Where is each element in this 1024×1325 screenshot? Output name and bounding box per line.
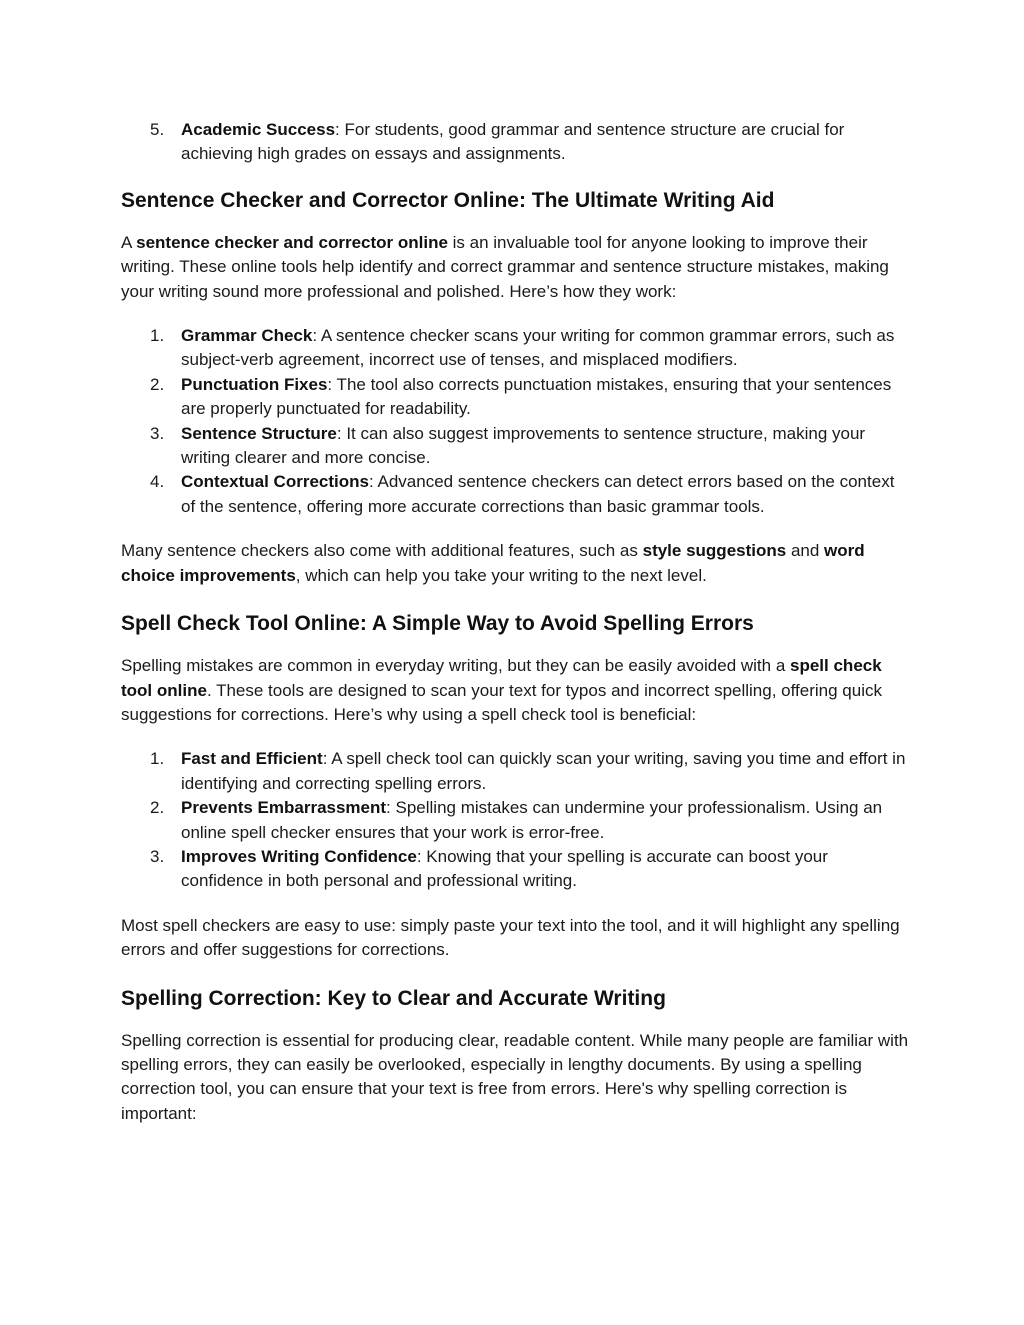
list-item-text: : A sentence checker scans your writing for common grammar errors, such as subject-verb agreement, incorrect use of tenses, and misplaced modifiers. (181, 326, 895, 370)
list-item-text: : Knowing that your spelling is accurate can boost your confidence in both personal and professional writing. (181, 846, 828, 891)
outro-bold-term: word choice improvements (121, 541, 865, 585)
list-item (121, 118, 911, 167)
section-intro-paragraph (121, 654, 911, 727)
list-item (121, 422, 911, 471)
outro-text: and (786, 541, 825, 561)
section-heading: Sentence Checker and Corrector Online: The Ultimate Writing Aid (121, 188, 775, 212)
list-item-term: Academic Success (181, 120, 336, 139)
section2-list (121, 747, 911, 893)
list-item-number: 4. (150, 472, 165, 492)
intro-text: . These tools are designed to scan your text for typos and incorrect spelling, offering quick suggestions for corrections. Here’s why using a spell check tool is beneficial: (121, 680, 882, 724)
section-intro-paragraph (121, 231, 911, 304)
intro-text: Spelling mistakes are common in everyday writing, but they can be easily avoided with a (121, 656, 791, 676)
section-intro-paragraph: Spelling correction is essential for producing clear, readable content. While many people are familiar with spelling errors, they can easily be overlooked, especially in lengthy documents. By using a spelling correction tool, you can ensure that your text is free from errors. Here's why spelling correction is important: (121, 1030, 909, 1123)
section-heading: Spelling Correction: Key to Clear and Accurate Writing (121, 986, 666, 1010)
document-page (121, 118, 911, 1126)
list-item-term: Contextual Corrections (181, 472, 369, 492)
list-item (121, 845, 911, 894)
list-item-term: Improves Writing Confidence (181, 846, 417, 866)
list-item (121, 747, 911, 796)
section-outro-paragraph (121, 539, 911, 588)
list-item-text: : The tool also corrects punctuation mistakes, ensuring that your sentences are properly punctuated for readability. (181, 374, 892, 419)
list-item-number: 1. (150, 749, 165, 769)
list-item-term: Sentence Structure (181, 423, 337, 443)
list-item-number: 3. (150, 846, 165, 866)
list-item (121, 373, 911, 422)
intro-text: A (121, 232, 137, 252)
list-item (121, 796, 911, 845)
top-list (121, 118, 911, 167)
list-item-text: : A spell check tool can quickly scan your writing, saving you time and effort in identifying and correcting spelling errors. (181, 749, 906, 793)
list-item-number: 2. (150, 798, 165, 818)
list-item-text: : For students, good grammar and sentence structure are crucial for achieving high grades on essays and assignments. (181, 120, 845, 164)
list-item (121, 324, 911, 373)
section1-list (121, 324, 911, 519)
list-item-text: : Spelling mistakes can undermine your professionalism. Using an online spell checker ensures that your work is error-free. (181, 798, 883, 842)
outro-text: , which can help you take your writing to the next level. (295, 565, 707, 585)
list-item-text: : Advanced sentence checkers can detect errors based on the context of the sentence, offering more accurate corrections than basic grammar tools. (181, 472, 895, 516)
outro-text: Many sentence checkers also come with additional features, such as (121, 541, 643, 561)
intro-bold-term: spell check tool online (121, 656, 882, 700)
list-item-term: Punctuation Fixes (181, 374, 328, 394)
list-item-number: 3. (150, 423, 165, 443)
list-item-number: 5. (150, 120, 165, 139)
intro-bold-term: sentence checker and corrector online (136, 232, 448, 252)
list-item-term: Fast and Efficient (181, 749, 323, 769)
intro-text: is an invaluable tool for anyone looking to improve their writing. These online tools help identify and correct grammar and sentence structure mistakes, making your writing sound more professional and polished. Here’s how they work: (121, 232, 889, 301)
list-item-number: 2. (150, 374, 165, 394)
list-item-term: Prevents Embarrassment (181, 798, 387, 818)
outro-bold-term: style suggestions (642, 541, 787, 561)
section-heading: Spell Check Tool Online: A Simple Way to Avoid Spelling Errors (121, 612, 754, 636)
list-item (121, 470, 911, 519)
list-item-text: : It can also suggest improvements to sentence structure, making your writing clearer and more concise. (181, 423, 866, 468)
list-item-term: Grammar Check (181, 326, 313, 346)
section-outro-paragraph: Most spell checkers are easy to use: simply paste your text into the tool, and it will highlight any spelling errors and offer suggestions for corrections. (121, 915, 900, 960)
list-item-number: 1. (150, 326, 165, 346)
